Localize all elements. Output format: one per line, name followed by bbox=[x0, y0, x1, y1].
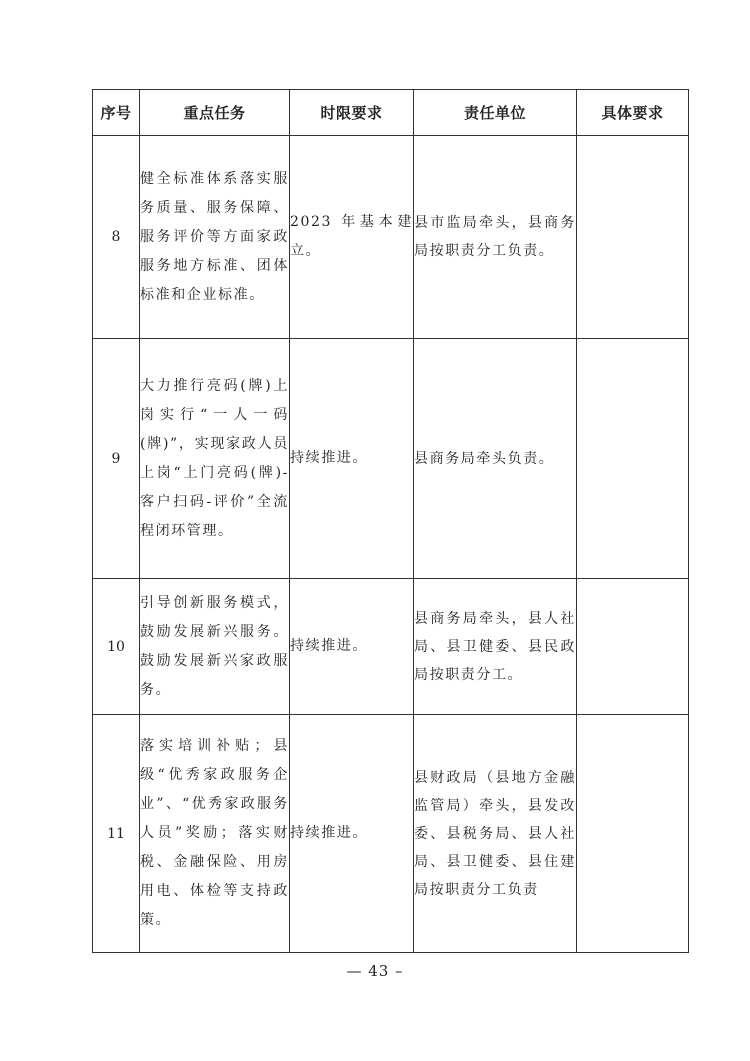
header-responsible-unit: 责任单位 bbox=[414, 90, 577, 136]
table-row bbox=[93, 715, 689, 953]
row-number: 9 bbox=[93, 339, 140, 579]
table-header-row bbox=[93, 90, 689, 136]
responsible-unit-cell: 县市监局牵头，县商务局按职责分工负责。 bbox=[414, 136, 577, 339]
table-row bbox=[93, 579, 689, 715]
deadline-cell: 持续推进。 bbox=[290, 715, 414, 953]
table-row bbox=[93, 339, 689, 579]
specific-requirement-cell bbox=[577, 579, 689, 715]
row-number: 11 bbox=[93, 715, 140, 953]
key-task-cell: 落实培训补贴；县级“优秀家政服务企业”、“优秀家政服务人员”奖励；落实财税、金融保险、用房用电、体检等支持政策。 bbox=[140, 715, 290, 953]
key-task-cell: 大力推行亮码(牌)上岗实行“一人一码(牌)”，实现家政人员上岗“上门亮码(牌)-客户扫码-评价”全流程闭环管理。 bbox=[140, 339, 290, 579]
header-serial-number: 序号 bbox=[93, 90, 140, 136]
page-number: — 43 – bbox=[346, 962, 404, 980]
key-task-cell: 健全标准体系落实服务质量、服务保障、服务评价等方面家政服务地方标准、团体标准和企业标准。 bbox=[140, 136, 290, 339]
key-task-cell: 引导创新服务模式，鼓励发展新兴服务。鼓励发展新兴家政服务。 bbox=[140, 579, 290, 715]
header-key-task: 重点任务 bbox=[140, 90, 290, 136]
row-number: 10 bbox=[93, 579, 140, 715]
specific-requirement-cell bbox=[577, 136, 689, 339]
task-table bbox=[92, 89, 689, 953]
header-specific-requirement: 具体要求 bbox=[577, 90, 689, 136]
header-deadline: 时限要求 bbox=[290, 90, 414, 136]
row-number: 8 bbox=[93, 136, 140, 339]
deadline-cell: 2023 年基本建立。 bbox=[290, 136, 414, 339]
specific-requirement-cell bbox=[577, 339, 689, 579]
deadline-cell: 持续推进。 bbox=[290, 579, 414, 715]
responsible-unit-cell: 县财政局（县地方金融监管局）牵头，县发改委、县税务局、县人社局、县卫健委、县住建局按职责分工负责 bbox=[414, 715, 577, 953]
responsible-unit-cell: 县商务局牵头，县人社局、县卫健委、县民政局按职责分工。 bbox=[414, 579, 577, 715]
table-row bbox=[93, 136, 689, 339]
deadline-cell: 持续推进。 bbox=[290, 339, 414, 579]
responsible-unit-cell: 县商务局牵头负责。 bbox=[414, 339, 577, 579]
specific-requirement-cell bbox=[577, 715, 689, 953]
